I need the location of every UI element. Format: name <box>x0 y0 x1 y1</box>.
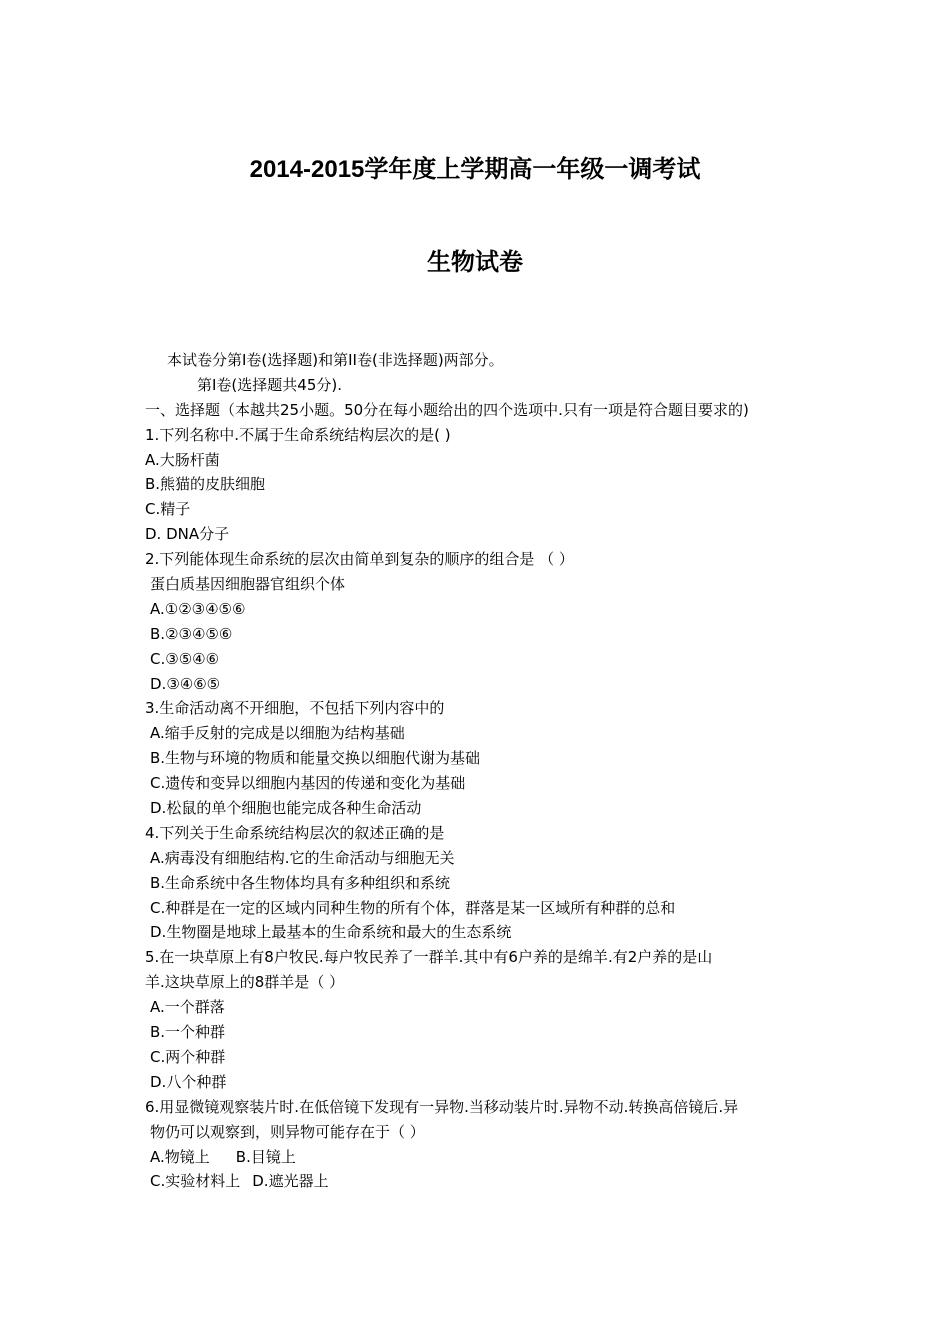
question-2-option-a: A.①②③④⑤⑥ <box>150 599 246 618</box>
question-2-option-c: C.③⑤④⑥ <box>150 649 220 668</box>
question-6-option-d: D.遮光器上 <box>252 1172 329 1191</box>
question-1-option-c: C.精子 <box>145 500 191 519</box>
question-3-option-c: C.遗传和变异以细胞内基因的传递和变化为基础 <box>150 774 466 793</box>
question-4-option-d: D.生物圈是地球上最基本的生命系统和最大的生态系统 <box>150 923 512 942</box>
question-5-option-d: D.八个种群 <box>150 1072 227 1091</box>
question-6-stem-line-1: 6.用显微镜观察装片时.在低倍镜下发现有一异物.当移动装片时.异物不动.转换高倍镜后.异 <box>145 1097 739 1116</box>
exam-title: 2014-2015学年度上学期高一年级一调考试 <box>249 156 701 183</box>
question-1-stem: 1.下列名称中.不属于生命系统结构层次的是( ) <box>145 425 451 444</box>
question-5-option-a: A.一个群落 <box>150 998 225 1017</box>
question-1-option-b: B.熊猫的皮肤细胞 <box>145 475 266 494</box>
question-6-option-b: B.目镜上 <box>235 1147 296 1166</box>
question-4-stem: 4.下列关于生命系统结构层次的叙述正确的是 <box>145 823 445 842</box>
question-3-option-a: A.缩手反射的完成是以细胞为结构基础 <box>150 724 405 743</box>
question-6-stem-line-2: 物仍可以观察到，则异物可能存在于（ ） <box>150 1122 425 1141</box>
question-3-option-b: B.生物与环境的物质和能量交换以细胞代谢为基础 <box>150 749 481 768</box>
exam-subject-title: 生物试卷 <box>427 249 523 276</box>
question-6-option-a: A.物镜上 <box>150 1147 210 1166</box>
section-heading: 一、选择题（本越共25小题。50分在每小题给出的四个选项中.只有一项是符合题目要求的) <box>145 400 749 419</box>
question-6-options-row-2 <box>145 1169 825 1194</box>
question-2-stem: 2.下列能体现生命系统的层次由简单到复杂的顺序的组合是 （ ） <box>145 550 574 569</box>
question-3-stem: 3.生命活动离不开细胞，不包括下列内容中的 <box>145 699 445 718</box>
question-1-option-d: D. DNA分子 <box>145 525 230 544</box>
question-5-stem-line-2: 羊.这块草原上的8群羊是（ ） <box>145 973 345 992</box>
question-2-option-b: B.②③④⑤⑥ <box>150 624 233 643</box>
question-4-option-c: C.种群是在一定的区域内同种生物的所有个体，群落是某一区域所有种群的总和 <box>150 898 676 917</box>
question-6-option-c: C.实验材料上 <box>150 1172 241 1191</box>
question-2-extra: 蛋白质基因细胞器官组织个体 <box>150 575 346 594</box>
exam-body <box>145 348 825 1194</box>
question-6-options-row-1 <box>145 1145 825 1170</box>
question-4-option-b: B.生命系统中各生物体均具有多种组织和系统 <box>150 873 451 892</box>
intro-line: 本试卷分第I卷(选择题)和第II卷(非选择题)两部分。 <box>167 351 504 369</box>
part-one-heading: 第I卷(选择题共45分). <box>197 375 342 394</box>
question-2-option-d: D.③④⑥⑤ <box>150 674 221 693</box>
question-5-option-b: B.一个种群 <box>150 1023 226 1042</box>
question-5-option-c: C.两个种群 <box>150 1047 226 1066</box>
question-5-stem-line-1: 5.在一块草原上有8户牧民.每户牧民养了一群羊.其中有6户养的是绵羊.有2户养的是山 <box>145 948 713 967</box>
question-4-option-a: A.病毒没有细胞结构.它的生命活动与细胞无关 <box>150 848 455 867</box>
question-1-option-a: A.大肠杆菌 <box>145 450 220 469</box>
question-3-option-d: D.松鼠的单个细胞也能完成各种生命活动 <box>150 799 422 818</box>
